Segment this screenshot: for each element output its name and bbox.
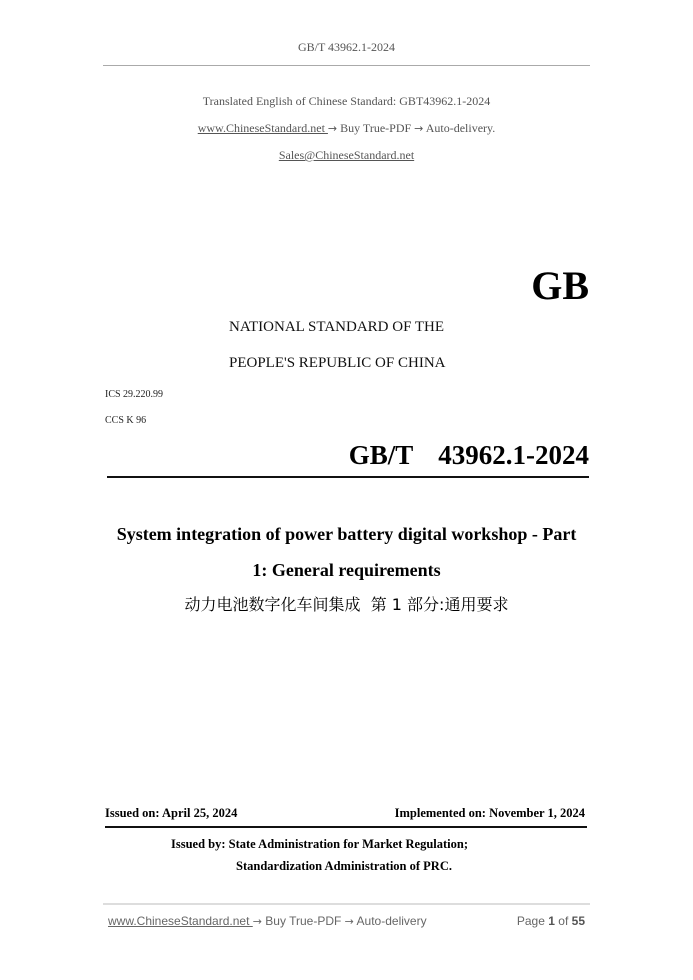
sales-email-line <box>0 148 693 163</box>
title-cn: 动力电池数字化车间集成 第 1 部分:通用要求 <box>184 595 509 614</box>
auto-delivery-text: Auto-delivery. <box>423 121 496 135</box>
national-standard-line2: PEOPLE'S REPUBLIC OF CHINA <box>229 355 446 371</box>
title-en-line2: 1: General requirements <box>252 560 441 580</box>
ics-code: ICS 29.220.99 <box>105 389 164 400</box>
arrow-right-icon: → <box>344 915 354 928</box>
header-divider <box>103 65 590 66</box>
page-of: of <box>558 914 569 928</box>
footer-divider <box>103 903 590 905</box>
sales-email-link[interactable]: Sales@ChineseStandard.net <box>278 148 415 162</box>
implemented-on-date: Implemented on: November 1, 2024 <box>394 806 585 820</box>
national-standard-line1: NATIONAL STANDARD OF THE <box>229 319 445 335</box>
page-current: 1 <box>548 914 555 928</box>
promo-buy-line <box>0 121 693 136</box>
footer-promo <box>108 914 427 928</box>
chinesestandard-link[interactable]: www.ChineseStandard.net <box>197 121 328 135</box>
standard-number: GB/T 43962.1-2024 <box>348 440 589 470</box>
arrow-right-icon: → <box>327 122 338 135</box>
standard-number-rule <box>107 476 589 478</box>
page-indicator <box>517 914 585 928</box>
footer-buy-text: Buy True-PDF <box>261 914 345 928</box>
footer-chinesestandard-link[interactable]: www.ChineseStandard.net <box>108 914 253 928</box>
arrow-right-icon: → <box>414 122 424 135</box>
issued-on-date: Issued on: April 25, 2024 <box>105 806 238 820</box>
issued-by-line2: Standardization Administration of PRC. <box>236 859 452 873</box>
issued-divider <box>105 826 587 828</box>
ccs-code: CCS K 96 <box>105 415 147 426</box>
page-total: 55 <box>571 914 585 928</box>
arrow-right-icon: → <box>252 915 262 928</box>
page-label: Page <box>516 914 545 928</box>
title-en-line1: System integration of power battery digital workshop - Part <box>116 524 577 544</box>
buy-true-pdf-text: Buy True-PDF <box>337 121 415 135</box>
running-header: GB/T 43962.1-2024 <box>297 40 396 54</box>
gb-logo: GB <box>531 263 589 308</box>
footer-auto-delivery: Auto-delivery <box>353 914 427 928</box>
translated-notice: Translated English of Chinese Standard: GBT43962.1-2024 <box>202 94 491 108</box>
issued-by-line1: Issued by: State Administration for Market Regulation; <box>171 837 468 851</box>
